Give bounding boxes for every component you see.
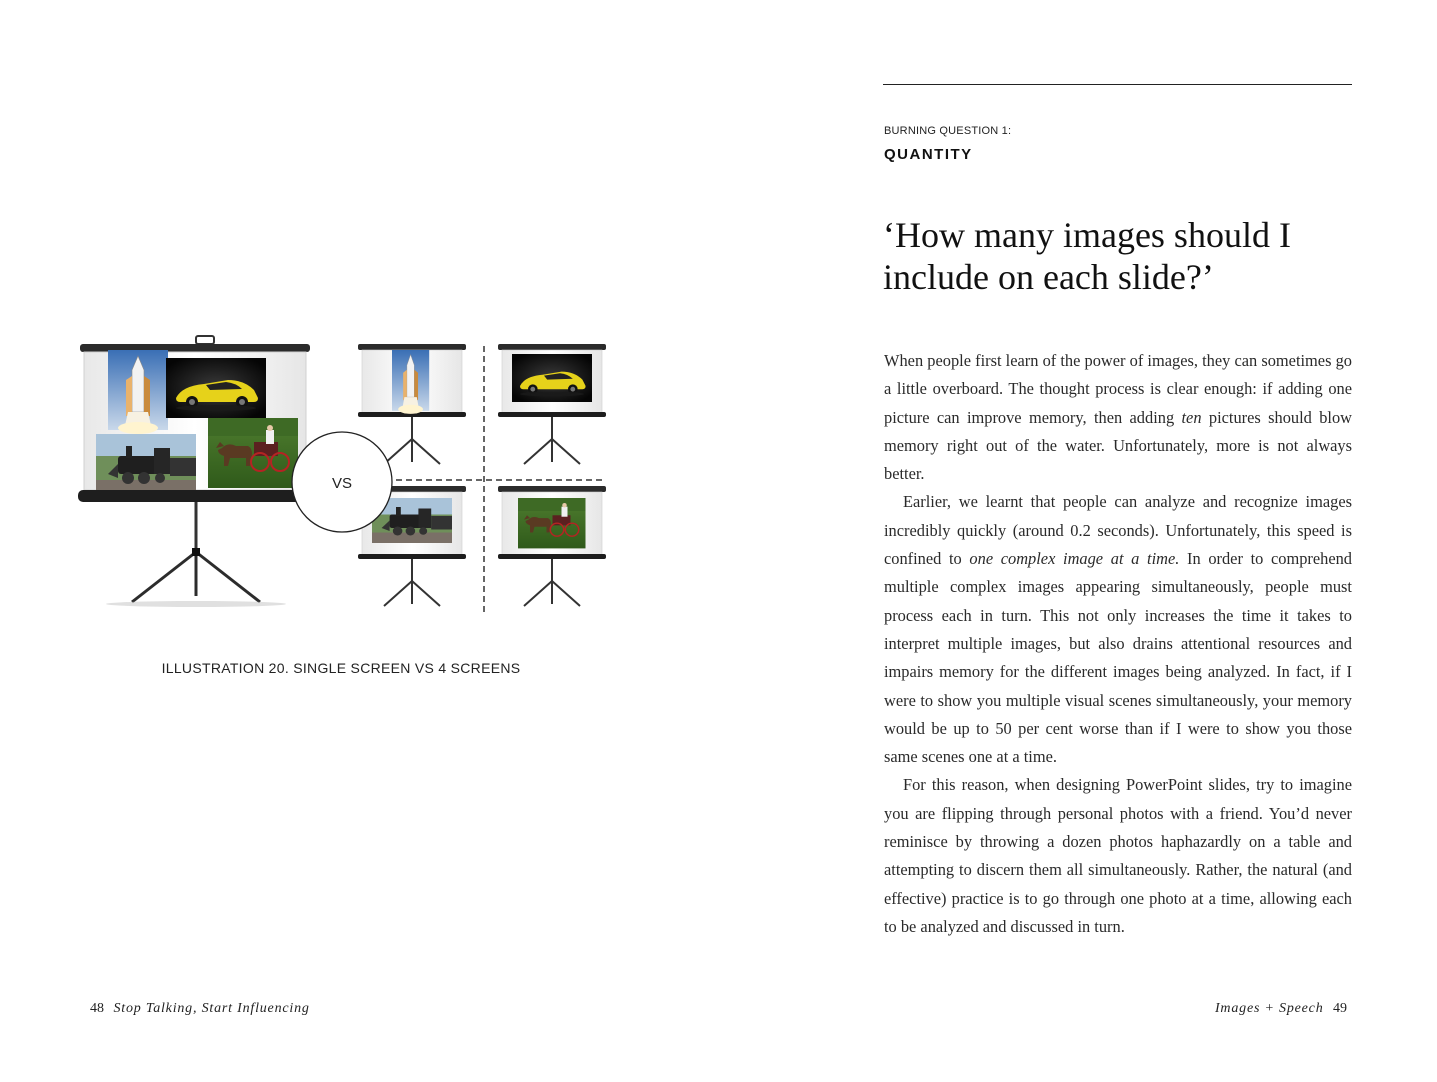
right-page-number: 49 [1333, 1001, 1347, 1016]
kicker: BURNING QUESTION 1: [884, 125, 1012, 137]
emphasis: ten [1181, 407, 1202, 427]
left-page-number: 48 [90, 1001, 104, 1016]
left-footer [84, 1001, 310, 1017]
emphasis: one complex image at a time. [969, 549, 1180, 569]
paragraph-1: When people first learn of the power of images, they can sometimes go a little overboard. The thought process is clear enough: if adding one picture can improve memory, then adding ten pictures should blow memory right out of the water. Unfortunately, more is not always better. [884, 351, 1352, 484]
paragraph-3: For this reason, when designing PowerPoint slides, try to imagine you are flipping through personal photos with a friend. You’d never reminisce by throwing a dozen photos haphazardly on a table and attempting to discern them all simultaneously. Rather, the natural (and effective) practice is to go through one photo at a time, allowing each to be analyzed and discussed in turn. [884, 775, 1352, 936]
left-page [0, 0, 718, 1082]
headline: ‘How many images should I include on each slide?’ [883, 215, 1291, 297]
body-text [884, 347, 1352, 941]
right-page [718, 0, 1437, 1082]
vs-badge [292, 432, 392, 532]
four-screens [358, 344, 606, 612]
vs-label: VS [331, 475, 353, 492]
left-running-title: Stop Talking, Start Influencing [113, 1001, 310, 1016]
paragraph-2: Earlier, we learnt that people can analyze and recognize images incredibly quickly (around 0.2 seconds). Unfortunately, this speed is confined to one complex image at a time. In order to comprehend multiple complex images appearing simultaneously, people must process each in turn. This not only increases the time it takes to interpret multiple images, but also drains attentional resources and impairs memory for the different images being analyzed. In fact, if I were to show you multiple visual scenes simultaneously, your memory would be up to 50 per cent worse than if I were to show you those same scenes one at a time. [884, 492, 1352, 767]
top-rule [883, 84, 1352, 85]
section-heading: QUANTITY [884, 146, 973, 163]
illustration-caption: ILLUSTRATION 20. SINGLE SCREEN VS 4 SCREENS [161, 660, 521, 676]
single-screen [78, 336, 314, 607]
illustration-single-vs-four-screens [76, 330, 616, 620]
right-running-title: Images + Speech [1214, 1001, 1324, 1016]
right-footer [1215, 1001, 1353, 1017]
